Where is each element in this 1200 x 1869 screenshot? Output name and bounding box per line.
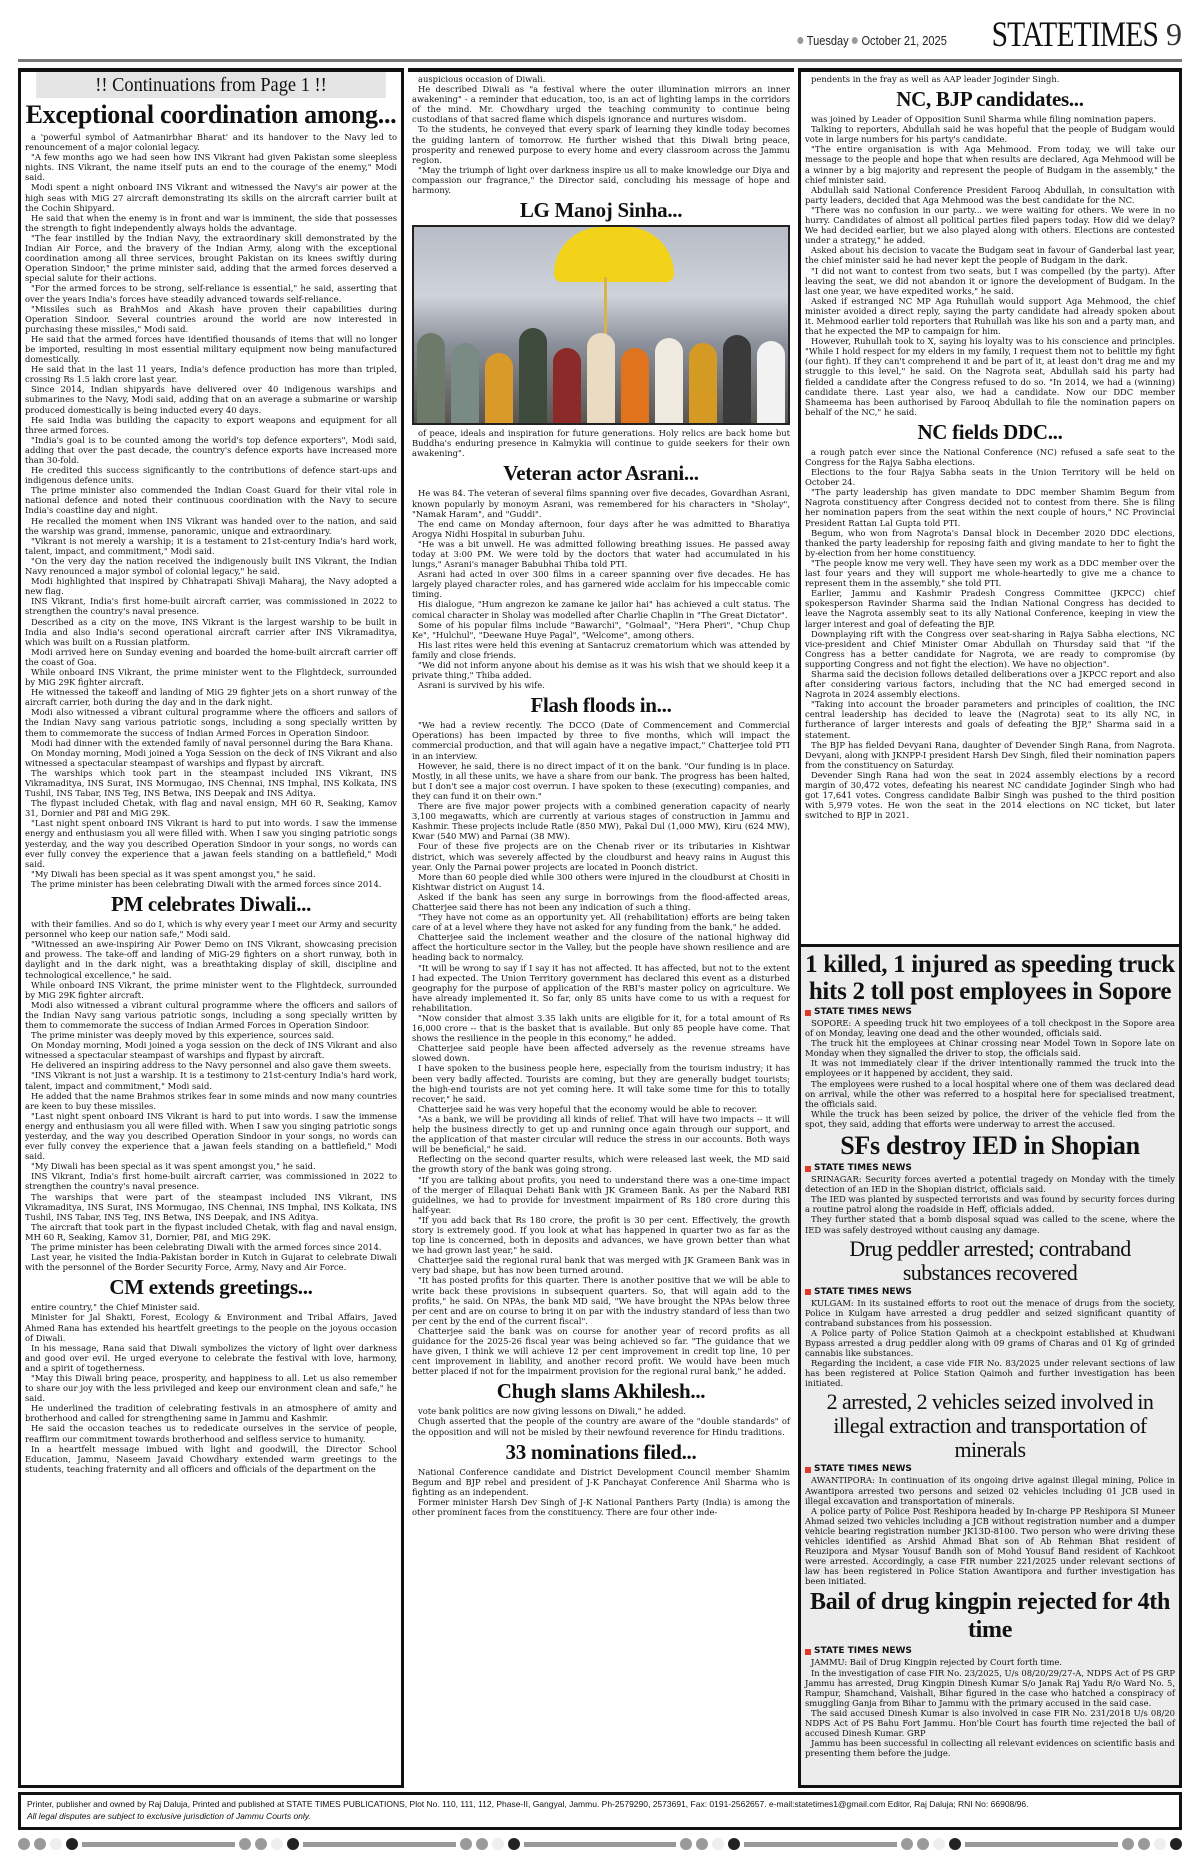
paragraph: "Taking into account the broader parameters and principles of coalition, the INC central leadership has decided to leave the (Nagrota) seat to its ally NC, in furtherance of larger interests and goals of defeating the BJP," Sharma said in a statement.: [805, 699, 1175, 740]
paragraph: "Now consider that almost 3.35 lakh units are eligible for it, for a total amount of Rs 16,000 crore -- that is the basket that is available. But only 85 people have come. That shows the resilience in the people in this economy," he added.: [412, 1013, 790, 1044]
paragraph: I have spoken to the business people here, especially from the tourism industry; it has been very badly affected. Tourists are coming, but they are generally budget tourists; the high-end tourists are not yet coming here. It will take some time for this to totally recover," he said.: [412, 1063, 790, 1104]
paragraph: "The entire organisation is with Aga Mehmood. From today, we will take our message to the people and hope that when results are declared, Aga Mehmood will be a winner by a big majority and represent the people of Budgam in the assembly," the chief minister said.: [805, 144, 1175, 185]
paragraph: The flypast included Chetak, with flag and naval ensign, MH 60 R, Seaking, Kamov 31, Dornier and P8I and MiG 29K.: [25, 798, 397, 819]
paragraph: "The people know me very well. They have seen my work as a DDC member over the last four years and they will support me whole-heartedly to give me a chance to represent them in the assembly," she told PTI.: [805, 557, 1175, 589]
paragraph: The warships that were part of the steampast included INS Vikrant, INS Vikramaditya, INS Surat, INS Mormugao, INS Chennai, INS Imphal, INS Kolkata, INS Tushil, INS Tabar, INS Teg, INS Betwa, INS Deepak, and INS Aditya.: [25, 1191, 397, 1222]
red-square-icon: [805, 1467, 811, 1473]
paragraph: While onboard INS Vikrant, the prime minister went to the Flightdeck, surrounded by MiG 29K fighter aircraft.: [25, 979, 397, 1000]
article-exceptional-coordination: [25, 100, 397, 889]
paragraph: Modi had dinner with the extended family of naval personnel during the Bara Khana.: [31, 737, 394, 748]
paragraph: "The fear instilled by the Indian Navy, the extraordinary skill demonstrated by the Indian Air Force, and the bravery of the Indian Army, along with the exceptional coordination among all three services, brought Pakistan on its knees swiftly during Operation Sindoor," the prime minister said, adding that the armed forces deserved a special salute for their actions.: [25, 232, 397, 284]
paragraph: "Last night spent onboard INS Vikrant is hard to put into words. I saw the immense energy and enthusiasm you all were filled with. When I saw you singing patriotic songs yesterday, and the way you described Operation Sindoor in your songs, no words can ever fully convey the experience that a jawan feels standing on a battlefield," Modi said.: [25, 818, 397, 869]
paragraph: He said that the armed forces have identified thousands of items that will no longer be imported, resulting in most essential military equipment now being manufactured domestically.: [25, 333, 397, 365]
continuations-banner: !! Continuations from Page 1 !!: [36, 72, 386, 98]
paragraph: "INS Vikrant is not just a warship. It is a testimony to 21st-century India's hard work, talent, impact and commitment," Modi said.: [25, 1070, 397, 1091]
article-body-continued: [412, 74, 790, 195]
paragraph: The BJP has fielded Devyani Rana, daughter of Devender Singh Rana, from Nagrota. Devyani, along with JKNPP-I president Harsh Dev Singh, filed their nomination papers from the constituency on Saturday.: [805, 739, 1175, 770]
kashmir-news-panel: [801, 944, 1179, 1786]
people-group-graphic: [414, 313, 788, 423]
article-nc-bjp-candidates: [805, 86, 1175, 417]
article-pm-celebrates-diwali: [25, 891, 397, 1272]
paragraph: "The party leadership has given mandate to DDC member Shamim Begum from Nagrota constituency after Congress decided not to contest from there. She is filing her nomination papers from the seat within the next couple of hours," NC Provincial President Rattan Lal Gupta told PTI.: [805, 487, 1175, 528]
paragraph: He said the occasion teaches us to rededicate ourselves in the service of people, reaffirm our commitment towards brotherhood and selfless service to humanity.: [25, 1423, 397, 1444]
paragraph: of peace, ideals and inspiration for future generations. Holy relics are back home but Buddha's enduring presence in Kalmykia will continue to guide seekers for their own awakening".: [412, 428, 790, 459]
paragraph: SOPORE: A speeding truck hit two employees of a toll checkpost in the Sopore area of on Monday, leaving one dead and the other wounded, officials said.: [805, 1018, 1175, 1039]
article-flash-floods: [412, 692, 790, 1376]
paragraph: Former minister Harsh Dev Singh of J-K National Panthers Party (India) is among the other prominent faces from the constituency. There are four other inde-: [412, 1496, 790, 1518]
paragraph: He credited this success significantly to the contributions of defence start-ups and indigenous defence units.: [25, 465, 397, 486]
paragraph: He added that the name Brahmos strikes fear in some minds and now many countries are keen to buy these missiles.: [25, 1090, 397, 1111]
paragraph: He witnessed the takeoff and landing of MiG 29 fighter jets on a short runway of the aircraft carrier, both during the day and in the dark night.: [25, 687, 397, 708]
paragraph: The employees were rushed to a local hospital where one of them was declared dead on arrival, while the other was referred to a hospital here for specialised treatment, the officials said.: [805, 1078, 1175, 1109]
byline: STATE TIMES NEWS: [805, 1646, 1175, 1657]
article-nc-fields-ddc: [805, 419, 1175, 820]
paragraph: with their families. And so do I, which is why every year I meet our Army and security personnel who keep our nation safe," Modi said.: [25, 919, 397, 940]
column-3: [798, 68, 1182, 1788]
paragraph: Modi highlighted that inspired by Chhatrapati Shivaji Maharaj, the Navy adopted a new flag.: [25, 576, 397, 597]
byline: STATE TIMES NEWS: [805, 1163, 1175, 1174]
paragraph: Reflecting on the second quarter results, which were released last week, the MD said the growth story of the bank was going strong.: [412, 1154, 790, 1175]
paragraph: Begum, who won from Nagrota's Dansal block in December 2020 DDC elections, thanked the party leadership for reposing faith and giving mandate to her to fight the by-election from her home constituency.: [805, 527, 1175, 558]
paragraph: Four of these five projects are on the Chenab river or its tributaries in Kishtwar district, which was severely affected by the cloudburst and heavy rains in August this year. Only the Parnai power projects are located in Poonch district.: [412, 841, 790, 872]
headline: Flash floods in...: [530, 693, 672, 718]
headline: 1 killed, 1 injured as speeding truck hits 2 toll post employees in Sopore: [805, 951, 1175, 1005]
paragraph: Earlier, Jammu and Kashmir Pradesh Congress Committee (JKPCC) chief spokesperson Ravinder Sharma said the Indian National Congress has decided to leave the Nagrota assembly seat to its ally National Conference, keeping in view the larger interest and goal of defeating the BJP.: [805, 588, 1175, 629]
paragraph: Sharma said the decision follows detailed deliberations over a JKPCC report and also after considering various factors, including that the NC had emerged second in Nagrota in 2024 assembly elections.: [805, 668, 1175, 700]
paragraph: However, Ruhullah took to X, saying his loyalty was to his conscience and principles. "While I hold respect for my elders in my family, I request them not to belittle my fight (our fight). If they can't comprehend it and be part of it, at least don't drag me and my struggle to this level," he said. On the Nagrota seat, Abdullah said his party had fielded a candidate after the Congress refused to do so. "In 2014, we had a (winning) candidate there. Last year also, we had a candidate. Now our DDC member Shameema has been authorised by Farooq Abdullah to file the nomination papers on behalf of the NC," he said.: [805, 336, 1175, 417]
headline: Drug peddler arrested; contraband substances recovered: [849, 1235, 1131, 1285]
paragraph: "My Diwali has been special as it was spent amongst you," he said.: [31, 1161, 316, 1172]
paragraph: "May the triumph of light over darkness inspire us all to make knowledge our Diya and compassion our fragrance," the Director said, concluding his message of hope and harmony.: [412, 164, 790, 196]
paragraph: "It will be wrong to say if I say it has not affected. It has affected, but not to the extent I had expected. The Union Territory government has declared this event as a disturbed geography for the purpose of application of the RBI's master policy on agriculture. We have already implemented it. So far, only 85 units have come to us with a request for rehabilitation.: [412, 962, 790, 1013]
bullet-icon: [797, 37, 803, 44]
paragraph: The aircraft that took part in the flypast included Chetak, with flag and naval ensign, MH 60 R, Seaking, Kamov 31, Dornier, P8I, and MiG 29K.: [25, 1221, 397, 1242]
masthead-right: [771, 14, 1182, 54]
column-3-continuations: [801, 72, 1179, 944]
paragraph: On Monday morning, Modi joined a yoga session on the deck of INS Vikrant and also witnessed a spectacular steampast of warships and flypast by aircraft.: [25, 1040, 397, 1061]
masthead: [18, 0, 1182, 62]
paragraph: The IED was planted by suspected terrorists and was found by security forces during a routine patrol along the roadside in Heff, officials added.: [805, 1194, 1175, 1215]
article-body-continued: [805, 74, 1175, 84]
paragraph: "India's goal is to be counted among the world's top defence exporters", Modi said, adding that over the past decade, the country's defence exports have increased more than 30-fold.: [25, 434, 397, 465]
article-body: [805, 447, 1175, 820]
paragraph: Chatterjee said the inclement weather and the closure of the national highway did affect the horticulture sector in the Valley, but the people have shown resilience and are heading back to normalcy.: [412, 932, 790, 963]
article-illegal-mining: [805, 1390, 1175, 1586]
paragraph: In his message, Rana said that Diwali symbolizes the victory of light over darkness and good over evil. He urged everyone to celebrate the festival with love, harmony, and a spirit of togetherness.: [25, 1342, 397, 1373]
red-square-icon: [805, 1166, 811, 1172]
paragraph: National Conference candidate and District Development Council member Shamim Begum and BJP rebel and president of J-K Panchayat Conference Anil Sharma who is fighting as an independent.: [412, 1466, 790, 1497]
paragraph: "It has posted profits for this quarter. There is another positive that we will be able to write back these provisions in subsequent quarters. So, that will again add to the profits," he said. On NPAs, the bank MD said, "We have brought the NPAs below three per cent and are on course to bring it on par with the industry standard of less than two per cent by the end of the current fiscal".: [412, 1275, 790, 1326]
red-square-icon: [805, 1010, 811, 1016]
paragraph: Regarding the incident, a case vide FIR No. 83/2025 under relevant sections of law has been registered at Police Station Qaimoh and further investigation has been initiated.: [805, 1358, 1175, 1389]
paragraph: "For the armed forces to be strong, self-reliance is essential," he said, asserting that over the years India's forces have steadily advanced towards self-reliance.: [25, 283, 397, 304]
headline: LG Manoj Sinha...: [519, 198, 683, 223]
headline: Chugh slams Akhilesh...: [496, 1379, 706, 1404]
paragraph: A Police party of Police Station Qaimoh at a checkpoint established at Khudwani Bypass arrested a drug peddler along with 09 grams of Charas and 01 Kg of grinded cannabis like substances.: [805, 1327, 1175, 1359]
paragraph: He delivered an inspiring address to the Navy personnel and also gave them sweets.: [31, 1060, 392, 1071]
paragraph: A police party of Police Post Reshipora headed by In-charge PP Reshipora SI Muneer Ahmad seized two vehicles including a JCB without registration number and a dumper vehicle bearing registration number JK13D-8100. Two person who were driving these vehicles identified as Arshid Ahmad Bhat son of Ab Rehman Bhat resident of Reuzipora and Mysar Yousuf Bandh son of Mohd Yousuf Band resident of Kachkoot were arrested. Accordingly, a case FIR number 221/2025 under relevant sections of law has been registered in Police Station Awantipora and further investigation has been initiated.: [805, 1505, 1175, 1587]
paragraph: "Missiles such as BrahMos and Akash have proven their capabilities during Operation Sindoor. Several countries around the world are now interested in purchasing these missiles," Modi said.: [25, 303, 397, 334]
byline: STATE TIMES NEWS: [805, 1287, 1175, 1298]
paragraph: In the investigation of case FIR No. 23/2025, U/s 08/20/29/27-A, NDPS Act of PS GRP Jammu has arrested, Drug Kingpin Dinesh Kumar S/o Janak Raj Yadu R/o Ward No. 5, Rampur, Shamchand, Vaishali, Bihar figured in the case who hatched a conspiracy of smuggling Ganja from Bihar to Jammu with the primary accused in the said case.: [805, 1667, 1175, 1708]
paragraph: vote bank politics are now giving lessons on Diwali," he added.: [418, 1406, 686, 1417]
headline: 33 nominations filed...: [505, 1439, 697, 1464]
article-33-nominations: [412, 1439, 790, 1517]
issue-date: [797, 33, 946, 54]
paragraph: He described Diwali as "a festival where the outer illumination mirrors an inner awakening" - a reminder that education, too, is an act of lighting lamps in the corridors of the mind. Mr. Chowdhary urged the teaching community to continue being custodians of that sacred flame which dispels ignorance and nurtures wisdom.: [412, 84, 790, 125]
paragraph: It was not immediately clear if the driver intentionally rammed the truck into the employees or it happened by accident, they said.: [805, 1058, 1175, 1079]
paragraph: The end came on Monday afternoon, four days after he was admitted to Bharatiya Arogya Nidhi Hospital in suburban Juhu.: [412, 518, 790, 539]
paragraph: "He was a bit unwell. He was admitted following breathing issues. He passed away today at 3:00 PM. We were told by the doctors that water had accumulated in his lungs," Asrani's manager Babubhai Thiba told PTI.: [412, 538, 790, 570]
imprint-footer: [18, 1792, 1182, 1830]
bullet-icon: [852, 37, 858, 44]
paragraph: Asrani had acted in over 300 films in a career spanning over five decades. He has largely played character roles, and has garnered wide acclaim for his impeccable comic timing.: [412, 569, 790, 600]
paragraph: Chatterjee said people have been affected adversely as the revenue streams have slowed down.: [412, 1043, 790, 1064]
paragraph: Asked if the bank has seen any surge in borrowings from the flood-affected areas, Chatterjee said there has not been any indication of such a thing.: [412, 891, 790, 912]
paragraph: Chatterjee said he was very hopeful that the economy would be able to recover.: [418, 1103, 758, 1114]
paragraph: The prime minister has been celebrating Diwali with the armed forces since 2014.: [31, 1242, 382, 1253]
paragraph: He said that when the enemy is in front and war is imminent, the side that possesses the strength to fight independently always holds the advantage.: [25, 212, 397, 233]
headline: SFs destroy IED in Shopian: [840, 1131, 1140, 1161]
paragraph: "If you are talking about profits, you need to understand there was a one-time impact of the merger of Ellaquai Dehati Bank with JK Grameen Bank. As per the Nabard RBI guidelines, we had to provide for investment impairment of Rs 180 crore during this half-year.: [412, 1174, 790, 1215]
article-veteran-actor-asrani: [412, 460, 790, 690]
paragraph: To the students, he conveyed that every spark of learning they kindle today becomes the guiding lantern of tomorrow. He further wished that this Diwali bring peace, prosperity and renewed purpose to every home and every classroom across the Jammu region.: [412, 124, 790, 165]
paragraph: Asked if estranged NC MP Aga Ruhullah would support Aga Mehmood, the chief minister avoided a direct reply, saying the party candidate had already spoken about it. Mehmood earlier told reporters that Ruhullah was like his son and a party man, and that he expected the MP to campaign for him.: [805, 295, 1175, 337]
paragraph: He was 84. The veteran of several films spanning over five decades, Govardhan Asrani, known popularly by monoym Asrani, was remembered for his characters in "Sholay", "Namak Haram", and "Guddi".: [412, 488, 790, 519]
paragraph: His dialogue, "Hum angrezon ke zamane ke jailor hai" has achieved a cult status. The comical character in Sholay was modelled after Charlie Chaplin in "The Great Dictator".: [412, 599, 790, 620]
paragraph: "There was no confusion in our party... we were waiting for others. We were in no hurry. Candidates of almost all political parties filed papers today. How did we delay? We had decided earlier, but we also played along with others. Elections are contested under a strategy," he added.: [805, 204, 1175, 246]
issue-day: Tuesday: [806, 33, 849, 48]
paragraph: a 'powerful symbol of Aatmanirbhar Bharat' and its handover to the Navy led to renouncement of a major colonial legacy.: [25, 132, 397, 153]
news-photo: [412, 225, 790, 425]
paragraph: Described as a city on the move, INS Vikrant is the largest warship to be built in India and also India's second operational aircraft carrier after INS Vikramaditya, which was built on a Russian platform.: [25, 616, 397, 647]
paragraph: However, he said, there is no direct impact of it on the bank. "Our funding is in place. Mostly, in all these units, we have a share from our bank. The progress has been halted, but I don't see a major cost overrun. I have spoken to these (executing) companies, and they can fund it on their own.": [412, 760, 790, 801]
newspaper-logo: STATETIMES: [991, 14, 1158, 54]
paragraph: Downplaying rift with the Congress over seat-sharing in Rajya Sabha elections, NC vice-president and Chief Minister Omar Abdullah on Thursday said that "if the Congress has a better candidate for Nagrota, we are ready to compromise (by supporting Congress and not fight the election). We have no objection".: [805, 628, 1175, 669]
paragraph: On Monday morning, Modi joined a Yoga Session on the deck of INS Vikrant and also witnessed a spectacular steampast of warships and flypast by aircraft.: [25, 747, 397, 768]
paragraph: INS Vikrant, India's first home-built aircraft carrier, was commissioned in 2022 to strengthen the country's naval presence.: [25, 1171, 397, 1192]
paragraph: There are five major power projects with a combined generation capacity of nearly 3,100 megawatts, which are currently at various stages of construction in Jammu and Kashmir. These projects include Ratle (850 MW), Pakal Dul (1,000 MW), Kiru (624 MW), Kwar (540 MW) and Parnai (38 MW).: [412, 801, 790, 842]
article-body: [412, 1406, 790, 1436]
article-body: [412, 1467, 790, 1517]
paragraph: Talking to reporters, Abdullah said he was hopeful that the people of Budgam would vote in large numbers for his party's candidate.: [805, 124, 1175, 145]
decorative-divider: [18, 1836, 1182, 1852]
paragraph: The warships which took part in the steampast included INS Vikrant, INS Vikramaditya, INS Surat, INS Mormugao, INS Chennai, INS Imphal, INS Kolkata, INS Tushil, INS Tabar, INS Teg, INS Betwa, INS Deepak and INS Aditya.: [25, 767, 397, 799]
paragraph: "We had a review recently. The DCCO (Date of Commencement and Commercial Operations) has been impacted by three to five months, which will impact the commercial production, and that will again have a negative impact," Chatterjee told PTI in an interview.: [412, 720, 790, 761]
paragraph: His last rites were held this evening at Santacruz crematorium which was attended by family and close friends.: [412, 639, 790, 660]
paragraph: They further stated that a bomb disposal squad was called to the scene, where the IED was safely destroyed without causing any damage.: [805, 1214, 1175, 1235]
paragraph: "They have not come as an opportunity yet. All (rehabilitation) efforts are being taken care of at a level where they have not asked for any funding from the bank," he added.: [412, 912, 790, 933]
article-body: [25, 1302, 397, 1474]
byline: STATE TIMES NEWS: [805, 1007, 1175, 1018]
paragraph: Modi arrived here on Sunday evening and boarded the home-built aircraft carrier off the coast of Goa.: [25, 646, 397, 667]
headline: NC fields DDC...: [917, 419, 1063, 444]
paragraph: The said accused Dinesh Kumar is also involved in case FIR No. 231/2018 U/s 08/20 NDPS Act of PS Bahu Fort Jammu. Hon'ble Court has fourth time rejected the bail of accused Dinesh Kumar. GRP: [805, 1707, 1175, 1739]
paragraph: Asked about his decision to vacate the Budgam seat in favour of Ganderbal last year, the chief minister said he had never kept the people of Budgam in the dark.: [805, 245, 1175, 266]
paragraph: INS Vikrant, India's first home-built aircraft carrier, was commissioned in 2022 to strengthen the country's naval presence.: [25, 596, 397, 617]
headline: CM extends greetings...: [109, 1275, 313, 1300]
paragraph: entire country," the Chief Minister said.: [31, 1302, 200, 1313]
paragraph: KULGAM: In its sustained efforts to root out the menace of drugs from the society, Police in Kulgam have arrested a drug peddler and seized significant quantity of contraband substances from his possession.: [805, 1297, 1175, 1328]
paragraph: SRINAGAR: Security forces averted a potential tragedy on Monday with the timely detection of an IED in the Shopian district, officials said.: [805, 1174, 1175, 1195]
article-cm-extends-greetings: [25, 1274, 397, 1474]
paragraph: In a heartfelt message imbued with light and goodwill, the Director School Education, Jammu, Naseem Javaid Chowdhary extended warm greetings to the students, teaching fraternity and all officers and officials of the department on the: [25, 1443, 397, 1474]
article-body: [805, 1298, 1175, 1389]
paragraph: Some of his popular films include "Bawarchi", "Golmaal", "Hera Pheri", "Chup Chup Ke", "Hulchul", "Deewane Huye Pagal", "Welcome", among others.: [412, 619, 790, 640]
paragraph: "On the very day the nation received the indigenously built INS Vikrant, the Indian Navy renounced a major symbol of colonial legacy," he said.: [25, 555, 397, 577]
paragraph: Modi also witnessed a vibrant cultural programme where the officers and sailors of the Indian Navy sang various patriotic songs, including a song specially written by them to commemorate the success of Indian Armed Forces in Operation Sindoor.: [25, 707, 397, 738]
paragraph: Elections to the four Rajya Sabha seats in the Union Territory will be held on October 24.: [805, 467, 1175, 488]
paragraph: Modi also witnessed a vibrant cultural programme where the officers and sailors of the Indian Navy sang various patriotic songs, including a song specially written by them to commemorate the success of Indian Armed Forces in Operation Sindoor.: [25, 999, 397, 1030]
paragraph: Minister for Jal Shakti, Forest, Ecology & Environment and Tribal Affairs, Javed Ahmed Rana has extended his heartfelt greetings to the people on the joyous occasion of Diwali.: [25, 1312, 397, 1343]
headline: 2 arrested, 2 vehicles seized involved in illegal extraction and transportation of minerals: [826, 1389, 1154, 1463]
paragraph: Devender Singh Rana had won the seat in 2024 assembly elections by a record margin of 30,472 votes, defeating his nearest NC candidate Joginder Singh who had got 17,641 votes. Congress candidate Balbir Singh was pushed to the third position with 5,979 votes. He won the seat in the 2014 elections on NC ticket, but later switched to BJP in 2021.: [805, 769, 1175, 821]
paragraph: He underlined the tradition of celebrating festivals in an atmosphere of amity and brotherhood and called for strengthening same in Jammu and Kashmir.: [25, 1403, 397, 1424]
page-number: 9: [1166, 16, 1182, 52]
paragraph: Last year, he visited the India-Pakistan border in Kutch in Gujarat to celebrate Diwali with the personnel of the Border Security Force, Army, Navy and Air Force.: [25, 1252, 397, 1273]
article-drug-peddler: [805, 1237, 1175, 1389]
article-body: [805, 114, 1175, 417]
article-chugh-slams-akhilesh: [412, 1378, 790, 1436]
red-square-icon: [805, 1289, 811, 1295]
headline: NC, BJP candidates...: [896, 87, 1084, 112]
paragraph: The truck hit the employees at Chinar crossing near Model Town in Sopore late on Monday when they signalled the driver to stop, the officials said.: [805, 1038, 1175, 1059]
paragraph: While onboard INS Vikrant, the prime minister went to the Flightdeck, surrounded by MiG 29K fighter aircraft.: [25, 666, 397, 688]
article-drug-kingpin-bail: [805, 1588, 1175, 1758]
paragraph: Asrani is survived by his wife.: [418, 680, 545, 691]
paragraph: "May this Diwali bring peace, prosperity, and happiness to all. Let us also remember to share our joy with the less privileged and keep our environment clean and safe," he said.: [25, 1372, 397, 1404]
headline: Veteran actor Asrani...: [503, 461, 699, 486]
paragraph: Since 2014, Indian shipyards have delivered over 40 indigenous warships and submarines to the Navy, Modi said, adding that on an average a submarine or warship produced domestically is being inducted every 40 days.: [25, 384, 397, 415]
paragraph: pendents in the fray as well as AAP leader Joginder Singh.: [811, 74, 1060, 84]
article-body: [805, 1018, 1175, 1129]
paragraph: "Witnessed an awe-inspiring Air Power Demo on INS Vikrant, showcasing precision and prowess. The take-off and landing of MiG-29 fighters on a short runway, both in daylight and in the dark night, was a breathtaking display of skill, discipline and technological excellence," he said.: [25, 939, 397, 980]
paragraph: "We did not inform anyone about his demise as it was his wish that we should keep it a private thing," Thiba added.: [412, 660, 790, 681]
paragraph: Chatterjee said the regional rural bank that was merged with JK Grameen Bank was in very bad shape, but has now been turned around.: [412, 1255, 790, 1276]
headline: Exceptional coordination among...: [25, 100, 397, 129]
paragraph: Chugh asserted that the people of the country are aware of the "double standards" of the opposition and will not be misled by their newfound reverence for Hindu traditions.: [412, 1416, 790, 1437]
legal-disclaimer: All legal disputes are subject to exclusive jurisdiction of Jammu Courts only.: [27, 1811, 311, 1821]
paragraph: "I did not want to contest from two seats, but I was compelled (by the party). After leaving the seat, we did not abandon it or ignore the development of Budgam. In the last one year, we have expedited works," he said.: [805, 265, 1175, 296]
article-body: [412, 488, 790, 690]
paragraph: auspicious occasion of Diwali.: [418, 74, 546, 84]
article-body: [805, 1174, 1175, 1235]
paragraph: "If you add back that Rs 180 crore, the profit is 30 per cent. Effectively, the growth story is extremely good. If you look at what has happened in quarter two as far as the top line is concerned, both in deposits and advances, we have grown better than what we had grown last year," he said.: [412, 1214, 790, 1256]
paragraph: Abdullah said National Conference President Farooq Abdullah, in consultation with party leaders, decided that Aga Mehmood was the best candidate for the NC.: [805, 184, 1175, 205]
ceremonial-umbrella-graphic: [554, 227, 674, 282]
article-body: [805, 1657, 1175, 1758]
headline: PM celebrates Diwali...: [110, 892, 312, 917]
paragraph: While the truck has been seized by police, the driver of the vehicle fled from the spot, they said, adding that efforts were underway to arrest the accused.: [805, 1108, 1175, 1129]
paragraph: The prime minister also commended the Indian Coast Guard for their vital role in national defence and noted their continuous coordination with the Navy to secure India's coastline day and night.: [25, 485, 397, 516]
paragraph: He said that in the last 11 years, India's defence production has more than tripled, crossing Rs 1.5 lakh crore last year.: [25, 364, 397, 385]
paragraph: He said India was building the capacity to export weapons and equipment for all three armed forces.: [25, 414, 397, 435]
paragraph: He recalled the moment when INS Vikrant was handed over to the nation, and said the warship was grand, immense, panoramic, unique and extraordinary.: [25, 515, 397, 536]
imprint-text: Printer, publisher and owned by Raj Daluja, Printed and published at STATE TIMES PUBLICATIONS, Plot No. 110, 111, 112, Phase-II, Gangyal, Jammu. Ph-2579290, 2573691, Fax: 0191-2562657. e-mail:statetimes1@gmail.com Editor, Raj Daluja; RNI No: 66908/96.: [27, 1799, 1029, 1809]
article-sopore-truck: [805, 951, 1175, 1129]
article-body: [805, 1475, 1175, 1586]
paragraph: "Vikrant is not merely a warship; it is a testament to 21st-century India's hard work, talent, impact, and commitment," Modi said.: [25, 535, 397, 556]
paragraph: Jammu has been successful in collecting all relevant evidences on scientific basis and presenting them before the judge.: [805, 1738, 1175, 1759]
article-body: [25, 919, 397, 1272]
byline: STATE TIMES NEWS: [805, 1464, 1175, 1475]
article-lg-manoj-sinha: [412, 197, 790, 458]
paragraph: The prime minister has been celebrating Diwali with the armed forces since 2014.: [31, 878, 382, 889]
paragraph: "My Diwali has been special as it was spent amongst you," he said.: [31, 868, 316, 879]
red-square-icon: [805, 1649, 811, 1655]
paragraph: JAMMU: Bail of Drug Kingpin rejected by Court forth time.: [811, 1657, 1063, 1668]
paragraph: Chatterjee said the bank was on course for another year of record profits as all guidance for the 2025-26 fiscal year was being achieved so far. "The guidance that we have given, I think we will achieve 12 per cent improvement in credit top line, 10 per cent improvement in liability, and another record profit. We would have been much better placed if not for the impairment provision for the regional rural bank," he added.: [412, 1325, 790, 1377]
paragraph: The prime minister was deeply moved by this experience, sources said.: [31, 1030, 335, 1041]
paragraph: "As a bank, we will be providing all kinds of relief. That will have two impacts -- it will help the business directly to get up and running once again through our support, and the application of that master circular will reduce the stress in our accounts. Both ways will be beneficial," he said.: [412, 1113, 790, 1155]
paragraph: Modi spent a night onboard INS Vikrant and witnessed the Navy's air power at the high seas with MiG 27 aircraft demonstrating its skills on the aircraft carrier built at the Cochin Shipyard.: [25, 182, 397, 213]
paragraph: "Last night spent onboard INS Vikrant is hard to put into words. I saw the immense energy and enthusiasm you all were filled with. When I saw you singing patriotic songs yesterday, and the way you described Operation Sindoor in your songs, no words can ever fully convey the experience that a jawan feels standing on a battlefield," Modi said.: [25, 1110, 397, 1162]
paragraph: "A few months ago we had seen how INS Vikrant had given Pakistan some sleepless nights. INS Vikrant, the name itself puts an end to the courage of the enemy," Modi said.: [25, 152, 397, 183]
article-body: [25, 132, 397, 889]
paragraph: AWANTIPORA: In continuation of its ongoing drive against illegal mining, Police in Awantipora arrested two persons and seized 02 vehicles including 01 JCB used in illegal excavation and transportation of minerals.: [805, 1475, 1175, 1506]
column-1: [18, 68, 404, 1788]
column-2: [408, 68, 794, 1788]
issue-date-text: October 21, 2025: [861, 33, 947, 48]
article-body: [412, 720, 790, 1376]
article-body: [412, 428, 790, 458]
article-shopian-ied: [805, 1131, 1175, 1235]
paragraph: was joined by Leader of Opposition Sunil Sharma while filing nomination papers.: [811, 114, 1157, 125]
paragraph: a rough patch ever since the National Conference (NC) refused a safe seat to the Congress for the Rajya Sabha elections.: [805, 446, 1175, 467]
headline: Bail of drug kingpin rejected for 4th time: [809, 1589, 1171, 1644]
paragraph: More than 60 people died while 300 others were injured in the cloudburst at Chositi in Kishtwar district on August 14.: [412, 871, 790, 892]
